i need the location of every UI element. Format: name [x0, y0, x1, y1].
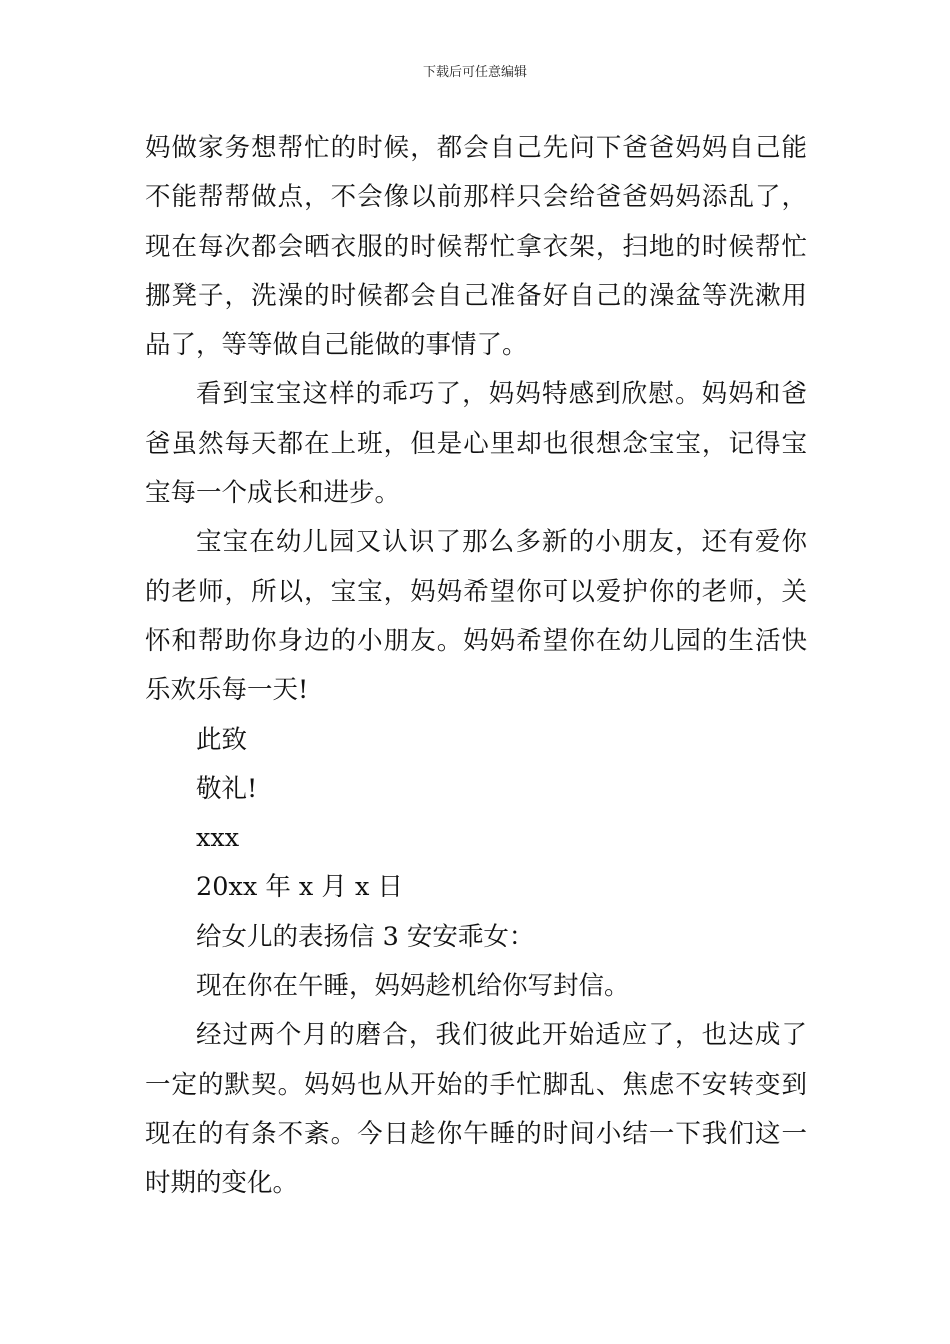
paragraph-two-months: 经过两个月的磨合，我们彼此开始适应了，也达成了一定的默契。妈妈也从开始的手忙脚乱、焦虑不安转变到现在的有条不紊。今日趁你午睡的时间小结一下我们这一时期的变化。: [145, 1020, 807, 1199]
page-header-watermark: 下载后可任意编辑: [422, 65, 527, 80]
paragraph-nap: 现在你在午睡，妈妈趁机给你写封信。: [196, 971, 630, 1002]
letter-body: [145, 124, 807, 1209]
signature: xxx: [196, 823, 240, 854]
letter-date: 20xx 年 x 月 x 日: [196, 872, 404, 903]
closing-regards: 敬礼!: [196, 773, 258, 804]
letter-3-title-greeting: 给女儿的表扬信 3 安安乖女：: [196, 921, 535, 952]
closing-salutation: 此致: [196, 724, 248, 755]
paragraph-continued: 妈做家务想帮忙的时候，都会自己先问下爸爸妈妈自己能不能帮帮做点，不会像以前那样只会给爸爸妈妈添乱了，现在每次都会晒衣服的时候帮忙拿衣架，扫地的时候帮忙挪凳子，洗澡的时候都会自己准备好自己的澡盆等洗漱用品了，等等做自己能做的事情了。: [145, 133, 807, 361]
paragraph-comfort: 看到宝宝这样的乖巧了，妈妈特感到欣慰。妈妈和爸爸虽然每天都在上班，但是心里却也很想念宝宝，记得宝宝每一个成长和进步。: [145, 379, 807, 509]
paragraph-kindergarten: 宝宝在幼儿园又认识了那么多新的小朋友，还有爱你的老师，所以，宝宝，妈妈希望你可以爱护你的老师，关怀和帮助你身边的小朋友。妈妈希望你在幼儿园的生活快乐欢乐每一天!: [145, 527, 807, 706]
